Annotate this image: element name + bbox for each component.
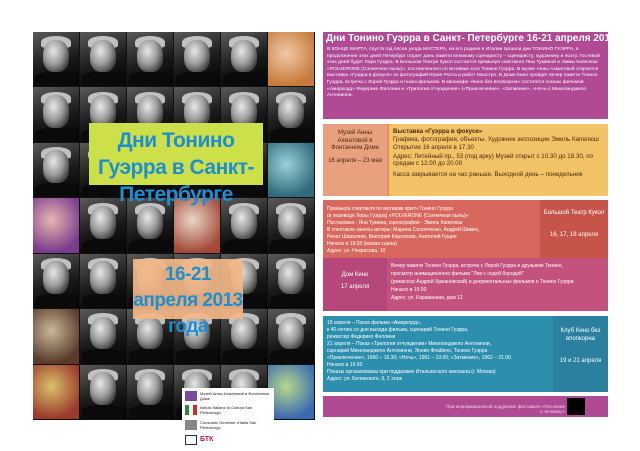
cinema-date: 17 апреля <box>340 284 370 290</box>
portrait-tile <box>221 32 267 86</box>
kino-line: 19 апреля – Показ фильма «Амаркорд», <box>327 320 422 326</box>
portrait-tile <box>268 198 314 252</box>
cinema-line: Адрес: ул. Караванная, дом 12 <box>391 295 463 301</box>
theatre-venue: Большой Театр Кукол <box>543 210 605 216</box>
artwork-tile <box>33 365 79 419</box>
kino-line: Начало в 19.00 <box>327 362 363 368</box>
portrait-tile <box>33 87 79 141</box>
cinema-line: Начало в 19.00 <box>391 287 427 293</box>
portrait-tile <box>33 254 79 308</box>
cinema-house-block <box>323 258 608 311</box>
intro-text: В КОНЦЕ МАРТА, спустя год после ухода МАСТЕРА, на его родине в Италии прошли дни ТОНИНО ГУЭРРА, в продолжение этих дней Петербург отдает дань памяти великому сценаристу – сценаристу, художнику и поэту. Гостевой этих дней будет Лора Гуэрра. В Большом Театре Кукол состоится премьера спектакля Яны Туминой и Эммы Капелюш «POLVERONE (Солнечная пыль)», поставленного по мотивам эссе Тонино Гуэрра. В музее Анны Ахматовой откроется выставка «Гуэрра в фокусе» из фотографий Юрия Роста и работ Маэстро. В Доме Кино пройдет вечер памяти Тонино Гуэрра, встреча с Лорой Гуэрра и показ фильмов. В кинокафе «Кино без впопкорна» состоятся показы фильмов «Амаркорд» Федерико Феллини и «Трилогия отчуждения» («Приключение», «Затмение», «Ночь») Микеланджело Антониони. <box>327 47 600 99</box>
theatre-line: Адрес: ул. Некрасова, 10 <box>327 248 386 254</box>
museum-line: Адрес: Литейный пр., 53 (под арку) Музей открыт с 10.30 до 18.30, по средам с 12.00 до 20.00 <box>393 153 593 168</box>
museum-logo-icon <box>185 391 197 401</box>
artwork-tile <box>33 309 79 363</box>
artwork-tile <box>33 198 79 252</box>
museum-block <box>323 124 608 196</box>
poster-title-box <box>89 123 263 206</box>
kino-date: 19 и 21 апреля <box>559 358 602 364</box>
museum-venue-cell <box>323 124 387 196</box>
theatre-line: (в переводе Лоры Гуэрра) «POLVERONE (Солнечная пыль)» <box>327 213 469 219</box>
museum-details <box>389 124 608 196</box>
emblem-icon <box>185 420 197 430</box>
portrait-tile <box>268 309 314 363</box>
theatre-line: Начало в 19.00 (малая сцена) <box>327 241 397 247</box>
kino-line: 21 апреля – Показ «Трилогии отчуждения» Микеланджело Антониони, <box>327 341 492 347</box>
poster-title: Дни Тонино Гуэрра в Санкт- Петербурге <box>97 129 255 206</box>
artwork-tile <box>268 32 314 86</box>
portrait-tile <box>268 254 314 308</box>
theatre-line: Премьера спектакля по мотивам притч Тонино Гуэрра <box>327 206 453 212</box>
sponsor-logos <box>182 388 274 448</box>
portrait-tile <box>174 32 220 86</box>
kino-cafe-block <box>323 316 608 392</box>
museum-line: Графика, фотография, объекты. Художник экспозиции Эмиль Капелюш <box>393 136 599 143</box>
footer-block <box>323 396 608 417</box>
portrait-tile <box>127 365 173 419</box>
sponsor-logo: Музей Анны Ахматовой в Фонтанном Доме <box>185 389 271 403</box>
btk-logo-icon <box>185 435 197 445</box>
portrait-tile <box>80 254 126 308</box>
museum-line: Касса закрывается на час раньше. Выходной день – понедельник <box>393 171 583 178</box>
footer-text: При информационной поддержке фестиваля «Послание к человеку» <box>446 404 565 414</box>
intro-block <box>323 32 640 119</box>
theatre-date: 16, 17, 18 апреля <box>549 232 599 238</box>
kino-venue: Клуб Кино без впопкорна <box>560 328 601 342</box>
theatre-line: Ренат Шавалиев, Виктория Короткова, Анатолий Гущин <box>327 234 457 240</box>
artwork-tile <box>268 365 314 419</box>
portrait-tile <box>127 32 173 86</box>
portrait-tile <box>80 32 126 86</box>
kino-line: к 40-летию со дня выхода фильма, сценарий Тонино Гуэрра, <box>327 327 469 333</box>
sponsor-logo: Istituto Italiano di Cultura San Pietroburgo <box>185 403 271 417</box>
sponsor-logo: Consolato Generale d'Italia San Pietroburgo <box>185 418 271 432</box>
cinema-venue-cell <box>323 258 387 311</box>
theatre-line: В спектакле заняты актеры: Марина Солопченко, Андрей Шимко, <box>327 227 480 233</box>
kino-venue-cell <box>553 316 608 392</box>
portrait-tile <box>80 365 126 419</box>
schedule-page <box>323 32 640 418</box>
portrait-tile <box>268 87 314 141</box>
flag-icon <box>185 405 197 415</box>
cinema-venue: Дом Кино <box>341 272 369 278</box>
museum-date: 16 апреля – 23 мая <box>328 158 382 164</box>
cinema-line: (режиссер Андрей Хржановский) и документальных фильмов о Тонино Гуэрра <box>391 279 574 285</box>
artwork-tile <box>268 143 314 197</box>
sponsor-logo: БТК <box>185 433 271 447</box>
museum-line: Выставка «Гуэрра в фокусе» <box>393 128 483 135</box>
portrait-tile <box>33 143 79 197</box>
theatre-line: Постановка - Яна Тумина, сценография - Эмиль Капелюш <box>327 220 463 226</box>
poster-dates-box <box>133 259 243 337</box>
cinema-line: просмотр анимационного фильма "Лев с седой бородой" <box>391 271 524 277</box>
museum-venue: Музей Анны Ахматовой в Фонтанном Доме <box>331 130 379 151</box>
museum-line: Открытие 16 апреля в 17.30 <box>393 144 474 151</box>
portrait-tile <box>33 32 79 86</box>
kino-line: Показы организованы при поддержке Итальянского кинозала (г. Москва) <box>327 369 496 375</box>
portrait-tile <box>80 309 126 363</box>
kino-line: режиссер Федерико Феллини <box>327 334 396 340</box>
schedule-heading: Дни Тонино Гуэрра в Санкт- Петербурге 16-21 апреля 2013 года <box>326 33 640 44</box>
cinema-line: Вечер памяти Тонино Гуэрра, встреча с Лорой Гуэрра и друзьями Тонино, <box>391 263 563 269</box>
poster-dates: 16-21 апреля 2013 года <box>133 264 243 337</box>
poster <box>33 32 315 443</box>
kino-line: Адрес: ул. Белинского, 9, 2 этаж <box>327 376 402 382</box>
kino-line: «Приключение», 1960 – 16.30; «Ночь», 1961 – 19.00; «Затмение», 1962 – 21.00 <box>327 355 511 361</box>
festival-logo-icon <box>567 398 585 415</box>
kino-line: сценарий Микеланджело Антониони, Эннио Флайяно, Тонино Гуэрра <box>327 348 488 354</box>
